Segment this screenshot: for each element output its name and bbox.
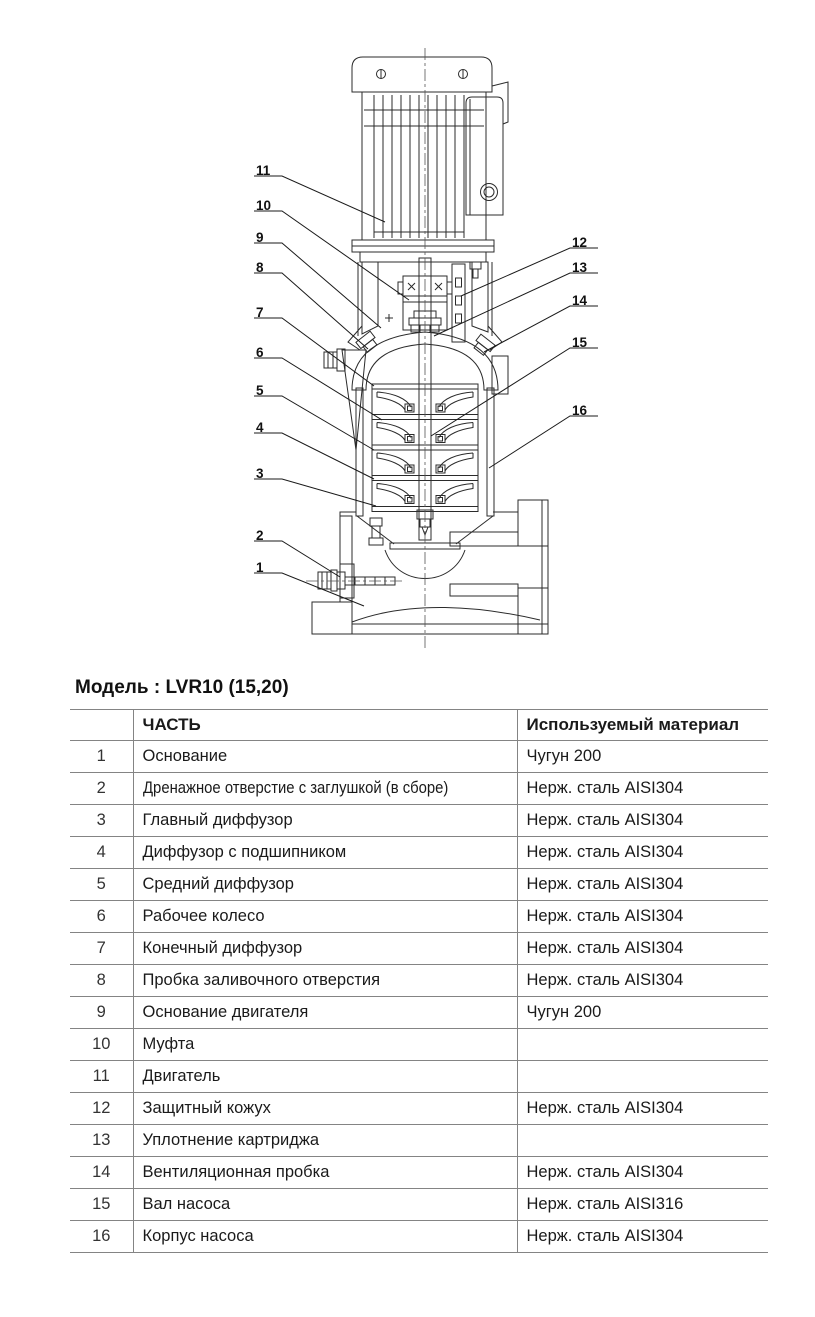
- part-header: ЧАСТЬ: [133, 710, 517, 741]
- part-name-cell: Основание: [133, 741, 517, 773]
- part-number-cell: 3: [70, 805, 133, 837]
- svg-text:16: 16: [572, 403, 588, 418]
- callout-11: [254, 163, 385, 222]
- table-header-row: [70, 710, 768, 741]
- motor: [352, 57, 508, 240]
- part-name-cell: Дренажное отверстие с заглушкой (в сборе): [133, 773, 517, 805]
- table-row: [70, 805, 768, 837]
- part-number-cell: 4: [70, 837, 133, 869]
- pump-head: [324, 331, 508, 450]
- part-name-cell: Двигатель: [133, 1061, 517, 1093]
- part-name-cell: Защитный кожух: [133, 1093, 517, 1125]
- part-number-cell: 9: [70, 997, 133, 1029]
- table-row: [70, 741, 768, 773]
- part-number-cell: 7: [70, 933, 133, 965]
- part-name-cell: Уплотнение картриджа: [133, 1125, 517, 1157]
- part-name-cell: Средний диффузор: [133, 869, 517, 901]
- part-number-cell: 1: [70, 741, 133, 773]
- callout-8: [254, 260, 368, 349]
- part-name-cell: Муфта: [133, 1029, 517, 1061]
- material-header: Используемый материал: [517, 710, 768, 741]
- svg-text:3: 3: [256, 466, 264, 481]
- part-name-cell: Конечный диффузор: [133, 933, 517, 965]
- part-name-cell: Вентиляционная пробка: [133, 1157, 517, 1189]
- material-cell: Нерж. сталь AISI304: [517, 805, 768, 837]
- part-number-cell: 8: [70, 965, 133, 997]
- svg-text:2: 2: [256, 528, 264, 543]
- svg-text:6: 6: [256, 345, 264, 360]
- parts-table: [70, 709, 768, 1253]
- part-number-cell: 13: [70, 1125, 133, 1157]
- part-name-cell: Вал насоса: [133, 1189, 517, 1221]
- table-row: [70, 997, 768, 1029]
- table-row: [70, 1029, 768, 1061]
- part-name-cell: Пробка заливочного отверстия: [133, 965, 517, 997]
- table-row: [70, 773, 768, 805]
- material-cell: Нерж. сталь AISI304: [517, 1221, 768, 1253]
- material-cell: Нерж. сталь AISI304: [517, 1093, 768, 1125]
- callout-16: [489, 403, 598, 468]
- svg-text:11: 11: [256, 163, 271, 178]
- material-cell: [517, 1125, 768, 1157]
- part-name-cell: Корпус насоса: [133, 1221, 517, 1253]
- table-row: [70, 1157, 768, 1189]
- table-row: [70, 869, 768, 901]
- callout-10: [254, 198, 409, 300]
- num-header: [70, 710, 133, 741]
- material-cell: Нерж. сталь AISI304: [517, 901, 768, 933]
- svg-text:4: 4: [256, 420, 264, 435]
- part-name-cell: Рабочее колесо: [133, 901, 517, 933]
- material-cell: Нерж. сталь AISI304: [517, 933, 768, 965]
- part-number-cell: 14: [70, 1157, 133, 1189]
- part-number-cell: 6: [70, 901, 133, 933]
- material-cell: [517, 1029, 768, 1061]
- callout-7: [254, 305, 374, 386]
- model-title: Модель : LVR10 (15,20): [75, 677, 289, 698]
- table-row: [70, 933, 768, 965]
- svg-text:12: 12: [572, 235, 588, 250]
- table-row: [70, 965, 768, 997]
- table-row: [70, 837, 768, 869]
- table-row: [70, 901, 768, 933]
- part-number-cell: 15: [70, 1189, 133, 1221]
- part-number-cell: 12: [70, 1093, 133, 1125]
- material-cell: Нерж. сталь AISI304: [517, 837, 768, 869]
- svg-text:1: 1: [256, 560, 264, 575]
- material-cell: Нерж. сталь AISI304: [517, 869, 768, 901]
- svg-text:7: 7: [256, 305, 264, 320]
- callout-3: [254, 466, 376, 506]
- part-name-cell: Диффузор с подшипником: [133, 837, 517, 869]
- material-cell: Нерж. сталь AISI316: [517, 1189, 768, 1221]
- svg-text:14: 14: [572, 293, 588, 308]
- table-row: [70, 1221, 768, 1253]
- part-number-cell: 10: [70, 1029, 133, 1061]
- material-cell: Чугун 200: [517, 741, 768, 773]
- part-name-cell: Основание двигателя: [133, 997, 517, 1029]
- svg-text:15: 15: [572, 335, 588, 350]
- part-number-cell: 11: [70, 1061, 133, 1093]
- svg-text:8: 8: [256, 260, 264, 275]
- table-row: [70, 1093, 768, 1125]
- material-cell: Нерж. сталь AISI304: [517, 1157, 768, 1189]
- material-cell: Чугун 200: [517, 997, 768, 1029]
- part-name-cell: Главный диффузор: [133, 805, 517, 837]
- table-row: [70, 1061, 768, 1093]
- material-cell: Нерж. сталь AISI304: [517, 773, 768, 805]
- callout-1: [254, 560, 364, 606]
- callout-2: [254, 528, 340, 577]
- svg-text:10: 10: [256, 198, 272, 213]
- part-number-cell: 2: [70, 773, 133, 805]
- table-row: [70, 1189, 768, 1221]
- material-cell: Нерж. сталь AISI304: [517, 965, 768, 997]
- svg-text:9: 9: [256, 230, 264, 245]
- part-number-cell: 16: [70, 1221, 133, 1253]
- svg-text:5: 5: [256, 383, 264, 398]
- svg-text:13: 13: [572, 260, 588, 275]
- part-number-cell: 5: [70, 869, 133, 901]
- table-row: [70, 1125, 768, 1157]
- material-cell: [517, 1061, 768, 1093]
